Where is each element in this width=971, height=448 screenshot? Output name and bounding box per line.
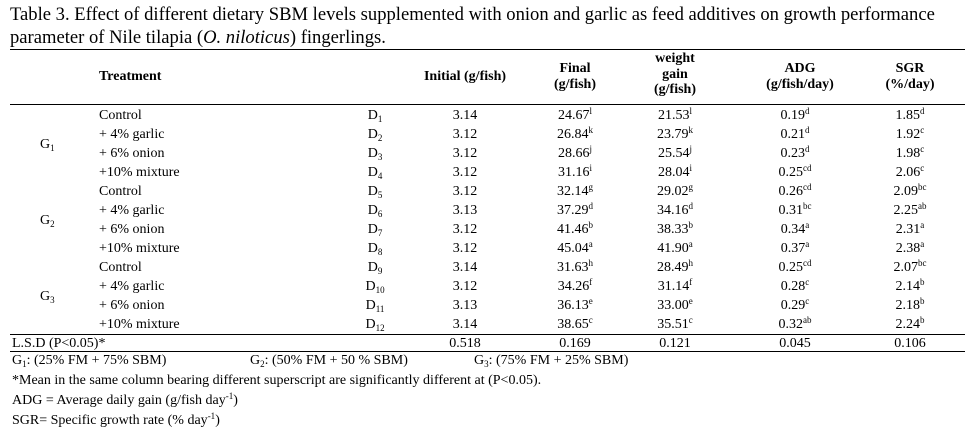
lsd-weight-gain: 0.121 (659, 336, 691, 351)
lsd-label: L.S.D (P<0.05)* (12, 336, 106, 351)
cell-diet: $D_8$ (367, 241, 383, 257)
caption-species: O. niloticus (203, 27, 290, 48)
cell-diet: $D_{10}$ (365, 279, 385, 295)
footnote-adg: ADG = Average daily gain (g/fish day$^{-1}$) (12, 391, 238, 408)
cell-sgr: 2.25$^{ab}$ (893, 201, 927, 218)
lsd-final: 0.169 (559, 336, 591, 351)
cell-weight-gain: 34.16$^d$ (657, 201, 693, 218)
cell-initial: 3.14 (452, 317, 478, 332)
footnote-g1: $G_1$: (25% FM + 75% SBM) (12, 353, 167, 369)
cell-initial: 3.12 (452, 127, 478, 142)
header-final-line2: (g/fish) (554, 76, 596, 92)
cell-weight-gain: 31.14$^f$ (657, 277, 693, 294)
header-treatment: Treatment (99, 69, 162, 84)
cell-adg: 0.32$^{ab}$ (778, 315, 812, 332)
cell-final: 34.26$^f$ (557, 277, 593, 294)
cell-treatment: + 6% onion (99, 146, 165, 161)
cell-treatment: + 4% garlic (99, 127, 165, 142)
cell-initial: 3.12 (452, 279, 478, 294)
cell-treatment: + 6% onion (99, 298, 165, 313)
cell-final: 38.65$^c$ (557, 315, 593, 332)
cell-treatment: + 6% onion (99, 222, 165, 237)
cell-adg: 0.26$^{cd}$ (778, 182, 812, 199)
footnote-significance: *Mean in the same column bearing different superscript are significantly different at (P<0.05). (12, 373, 542, 388)
cell-weight-gain: 28.49$^h$ (657, 258, 693, 275)
cell-sgr: 2.31$^a$ (895, 220, 925, 237)
cell-sgr: 2.18$^b$ (895, 296, 925, 313)
cell-initial: 3.12 (452, 146, 478, 161)
cell-diet: $D_5$ (367, 184, 383, 200)
cell-adg: 0.25$^{cd}$ (778, 258, 812, 275)
header-weight-gain (635, 51, 715, 98)
cell-adg: 0.28$^c$ (780, 277, 810, 294)
cell-initial: 3.13 (452, 298, 478, 313)
cell-final: 41.46$^b$ (557, 220, 593, 237)
cell-diet: $D_2$ (367, 127, 383, 143)
footnote-g2: $G_2$: (50% FM + 50 % SBM) (250, 353, 408, 369)
header-final (540, 61, 610, 92)
caption-text-1: Table 3. Effect of different dietary SBM levels supplemented with onion and garlic as feed additives on growth performance parameter of Nile tilapia ( (10, 4, 935, 48)
cell-sgr: 2.24$^b$ (895, 315, 925, 332)
cell-diet: $D_{12}$ (365, 317, 385, 333)
header-wg-line1: weight (655, 51, 695, 66)
cell-final: 26.84$^k$ (557, 125, 593, 142)
cell-weight-gain: 35.51$^c$ (657, 315, 693, 332)
cell-adg: 0.21$^d$ (780, 125, 810, 142)
lsd-initial: 0.518 (449, 336, 481, 351)
cell-weight-gain: 28.04$^i$ (657, 163, 692, 180)
header-initial: Initial (g/fish) (423, 69, 507, 84)
footnote-g3: $G_3$: (75% FM + 25% SBM) (474, 353, 629, 369)
cell-sgr: 1.85$^d$ (895, 106, 925, 123)
cell-treatment: +10% mixture (99, 165, 180, 180)
cell-sgr: 2.38$^a$ (895, 239, 925, 256)
cell-sgr: 2.14$^b$ (895, 277, 925, 294)
cell-diet: $D_1$ (367, 108, 383, 124)
cell-final: 28.66$^j$ (557, 144, 592, 161)
cell-sgr: 2.06$^c$ (895, 163, 925, 180)
caption-text-2: ) fingerlings. (289, 27, 386, 48)
cell-adg: 0.34$^a$ (780, 220, 810, 237)
lsd-sgr: 0.106 (894, 336, 926, 351)
header-sgr (870, 61, 950, 92)
cell-adg: 0.29$^c$ (780, 296, 810, 313)
cell-final: 31.16$^i$ (557, 163, 592, 180)
cell-sgr: 2.09$^{bc}$ (893, 182, 927, 199)
cell-initial: 3.13 (452, 203, 478, 218)
cell-treatment: + 4% garlic (99, 279, 165, 294)
table-bottom-rule (10, 351, 965, 352)
cell-diet: $D_4$ (367, 165, 383, 181)
cell-initial: 3.12 (452, 241, 478, 256)
cell-diet: $D_7$ (367, 222, 383, 238)
header-wg-line3: (g/fish) (654, 82, 696, 97)
cell-final: 32.14$^g$ (557, 182, 593, 199)
cell-sgr: 1.98$^c$ (895, 144, 925, 161)
cell-treatment: Control (99, 108, 142, 123)
cell-initial: 3.14 (452, 260, 478, 275)
cell-initial: 3.12 (452, 184, 478, 199)
cell-diet: $D_3$ (367, 146, 383, 162)
cell-treatment: Control (99, 184, 142, 199)
cell-final: 36.13e (557, 296, 593, 313)
cell-initial: 3.14 (452, 108, 478, 123)
footnote-sgr: SGR= Specific growth rate (% day$^{-1}$) (12, 411, 220, 428)
cell-treatment: +10% mixture (99, 241, 180, 256)
header-sgr-line1: SGR (895, 61, 925, 76)
cell-adg: 0.19$^d$ (780, 106, 810, 123)
lsd-adg: 0.045 (779, 336, 811, 351)
cell-weight-gain: 33.00e (657, 296, 693, 313)
cell-weight-gain: 23.79$^k$ (657, 125, 693, 142)
cell-initial: 3.12 (452, 165, 478, 180)
cell-adg: 0.25$^{cd}$ (778, 163, 812, 180)
cell-final: 24.67$^l$ (557, 106, 592, 123)
cell-initial: 3.12 (452, 222, 478, 237)
header-bottom-rule (10, 104, 965, 105)
cell-adg: 0.37$^a$ (780, 239, 810, 256)
cell-treatment: +10% mixture (99, 317, 180, 332)
table-top-rule (10, 49, 965, 50)
cell-adg: 0.31$^{bc}$ (778, 201, 812, 218)
cell-sgr: 2.07$^{bc}$ (893, 258, 927, 275)
header-adg (745, 61, 855, 92)
cell-weight-gain: 41.90$^a$ (657, 239, 693, 256)
cell-weight-gain: 25.54$^j$ (657, 144, 692, 161)
cell-sgr: 1.92$^c$ (895, 125, 925, 142)
header-final-line1: Final (559, 61, 591, 76)
cell-weight-gain: 21.53$^l$ (657, 106, 692, 123)
cell-weight-gain: 29.02$^g$ (657, 182, 693, 199)
header-adg-line2: (g/fish/day) (766, 76, 834, 92)
body-bottom-rule (10, 334, 965, 335)
cell-diet: $D_9$ (367, 260, 383, 276)
header-sgr-line2: (%/day) (885, 76, 935, 92)
cell-weight-gain: 38.33$^b$ (657, 220, 693, 237)
header-adg-line1: ADG (784, 61, 816, 76)
group-label: $G_1$ (40, 137, 55, 153)
cell-diet: $D_6$ (367, 203, 383, 219)
cell-adg: 0.23$^d$ (780, 144, 810, 161)
cell-diet: $D_{11}$ (365, 298, 385, 314)
cell-final: 45.04$^a$ (557, 239, 593, 256)
header-wg-line2: gain (662, 66, 688, 82)
footnote-groups (12, 353, 629, 369)
cell-treatment: Control (99, 260, 142, 275)
group-label: $G_3$ (40, 289, 55, 305)
group-label: $G_2$ (40, 213, 55, 229)
table-caption (10, 3, 965, 49)
cell-final: 31.63$^h$ (557, 258, 593, 275)
cell-final: 37.29$^d$ (557, 201, 593, 218)
cell-treatment: + 4% garlic (99, 203, 165, 218)
